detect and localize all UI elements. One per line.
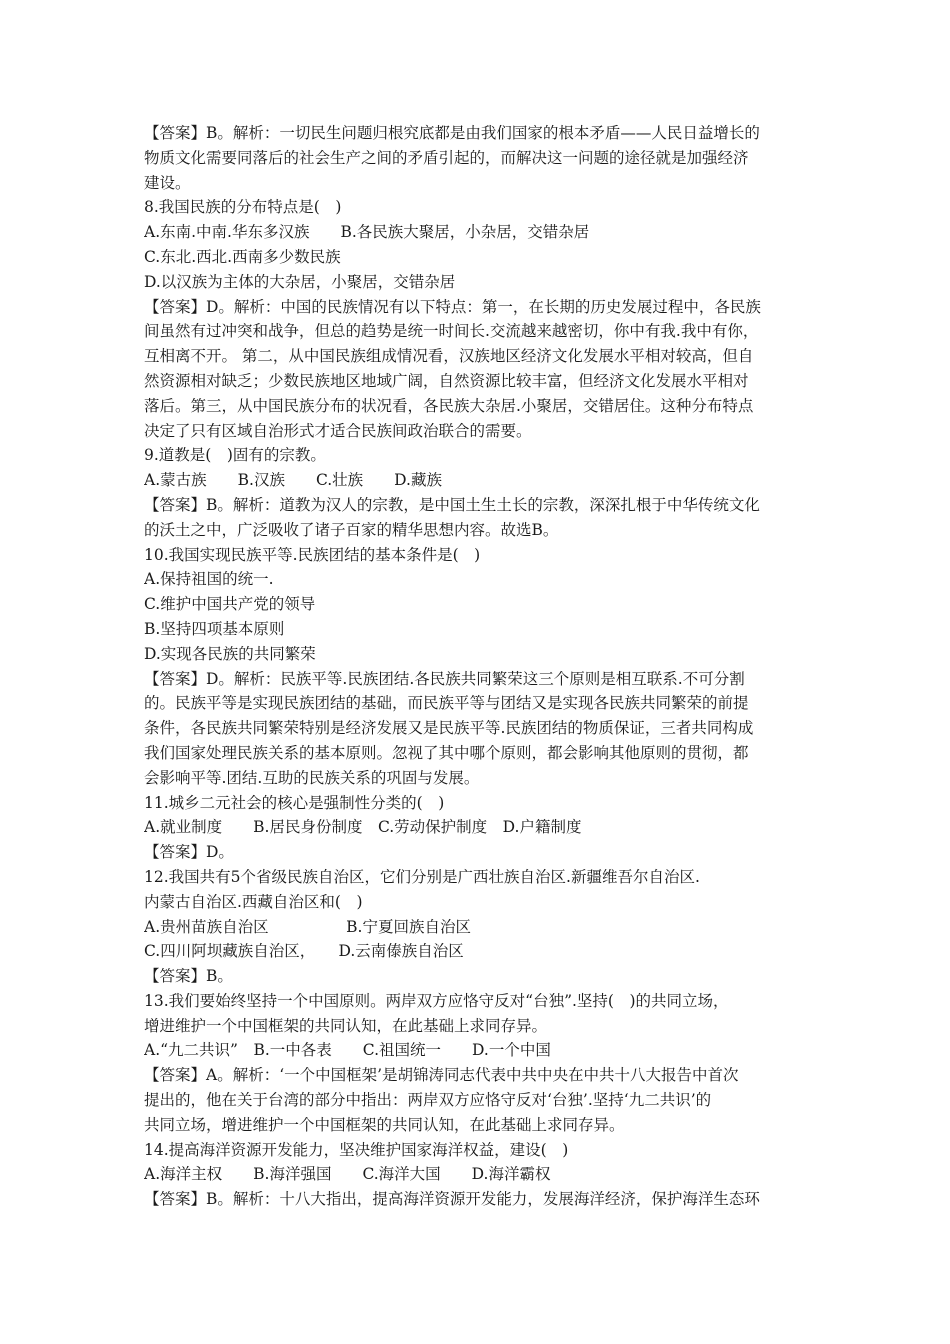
text-line: 的沃土之中，广泛吸收了诸子百家的精华思想内容。故选B。 bbox=[144, 520, 559, 539]
text-line: C.维护中国共产党的领导 bbox=[144, 595, 316, 614]
text-line: A.蒙古族 B.汉族 C.壮族 D.藏族 bbox=[144, 471, 442, 490]
text-line: 决定了只有区域自治形式才适合民族间政治联合的需要。 bbox=[144, 421, 532, 440]
text-line: 12.我国共有5个省级民族自治区，它们分别是广西壮族自治区.新疆维吾尔自治区. bbox=[144, 867, 700, 886]
text-line: 落后。第三，从中国民族分布的状况看，各民族大杂居.小聚居，交错居住。这种分布特点 bbox=[144, 396, 754, 415]
text-line: D.以汉族为主体的大杂居，小聚居，交错杂居 bbox=[144, 272, 456, 291]
text-line: 【答案】B。解析：十八大指出，提高海洋资源开发能力，发展海洋经济，保护海洋生态环 bbox=[144, 1190, 760, 1209]
text-line: 共同立场，增进维护一个中国框架的共同认知，在此基础上求同存异。 bbox=[144, 1115, 625, 1134]
text-line: 物质文化需要同落后的社会生产之间的矛盾引起的，而解决这一问题的途径就是加强经济 bbox=[144, 148, 749, 167]
text-line: 的。民族平等是实现民族团结的基础，而民族平等与团结又是实现各民族共同繁荣的前提 bbox=[144, 694, 749, 713]
document-body bbox=[144, 121, 820, 1212]
text-line: 14.提高海洋资源开发能力，坚决维护国家海洋权益，建设( ) bbox=[144, 1140, 569, 1159]
text-line: A.就业制度 B.居民身份制度 C.劳动保护制度 D.户籍制度 bbox=[144, 818, 582, 837]
text-line: 建设。 bbox=[144, 173, 191, 192]
text-line: 10.我国实现民族平等.民族团结的基本条件是( ) bbox=[144, 545, 481, 564]
text-line: 【答案】A。解析：‘一个中国框架’是胡锦涛同志代表中共中央在中共十八大报告中首次 bbox=[144, 1066, 739, 1085]
text-line: 提出的，他在关于台湾的部分中指出：两岸双方应恪守反对‘台独’.坚持‘九二共识’的 bbox=[144, 1091, 712, 1110]
text-line: A.贵州苗族自治区 B.宁夏回族自治区 bbox=[144, 917, 471, 936]
text-line: 【答案】D。解析：民族平等.民族团结.各民族共同繁荣这三个原则是相互联系.不可分割 bbox=[144, 669, 745, 688]
text-line: 【答案】D。 bbox=[144, 843, 234, 862]
text-line: B.坚持四项基本原则 bbox=[144, 619, 285, 638]
text-line: 我们国家处理民族关系的基本原则。忽视了其中哪个原则，都会影响其他原则的贯彻，都 bbox=[144, 743, 749, 762]
text-line: A.海洋主权 B.海洋强国 C.海洋大国 D.海洋霸权 bbox=[144, 1165, 551, 1184]
text-line: 互相离不开。 第二，从中国民族组成情况看，汉族地区经济文化发展水平相对较高，但自 bbox=[144, 347, 754, 366]
text-line: 增进维护一个中国框架的共同认知，在此基础上求同存异。 bbox=[144, 1016, 548, 1035]
text-line: D.实现各民族的共同繁荣 bbox=[144, 644, 316, 663]
text-line: 13.我们要始终坚持一个中国原则。两岸双方应恪守反对“台独”.坚持( )的共同立场， bbox=[144, 991, 729, 1010]
text-line: 间虽然有过冲突和战争，但总的趋势是统一时间长.交流越来越密切，你中有我.我中有你， bbox=[144, 322, 759, 341]
text-line: A.保持祖国的统一. bbox=[144, 570, 274, 589]
text-line: 内蒙古自治区.西藏自治区和( ) bbox=[144, 892, 363, 911]
text-line: 11.城乡二元社会的核心是强制性分类的( ) bbox=[144, 793, 445, 812]
text-line: 然资源相对缺乏；少数民族地区地域广阔，自然资源比较丰富，但经济文化发展水平相对 bbox=[144, 371, 749, 390]
text-line: C.东北.西北.西南多少数民族 bbox=[144, 247, 341, 266]
text-line: 条件，各民族共同繁荣特别是经济发展又是民族平等.民族团结的物质保证，三者共同构成 bbox=[144, 719, 754, 738]
text-line: 【答案】B。 bbox=[144, 967, 233, 986]
text-line: C.四川阿坝藏族自治区， D.云南傣族自治区 bbox=[144, 942, 464, 961]
text-line: 【答案】B。解析：道教为汉人的宗教，是中国土生土长的宗教，深深扎根于中华传统文化 bbox=[144, 495, 760, 514]
text-line: 【答案】B。解析：一切民生问题归根究底都是由我们国家的根本矛盾——人民日益增长的 bbox=[144, 124, 760, 142]
text-line: 8.我国民族的分布特点是( ) bbox=[144, 198, 342, 217]
text-line: 9.道教是( )固有的宗教。 bbox=[144, 446, 326, 465]
text-line: 会影响平等.团结.互助的民族关系的巩固与发展。 bbox=[144, 768, 480, 787]
text-line: A.东南.中南.华东多汉族 B.各民族大聚居，小杂居，交错杂居 bbox=[144, 223, 590, 242]
text-line: A.“九二共识” B.一中各表 C.祖国统一 D.一个中国 bbox=[144, 1041, 551, 1060]
text-line: 【答案】D。解析：中国的民族情况有以下特点：第一，在长期的历史发展过程中，各民族 bbox=[144, 297, 761, 316]
